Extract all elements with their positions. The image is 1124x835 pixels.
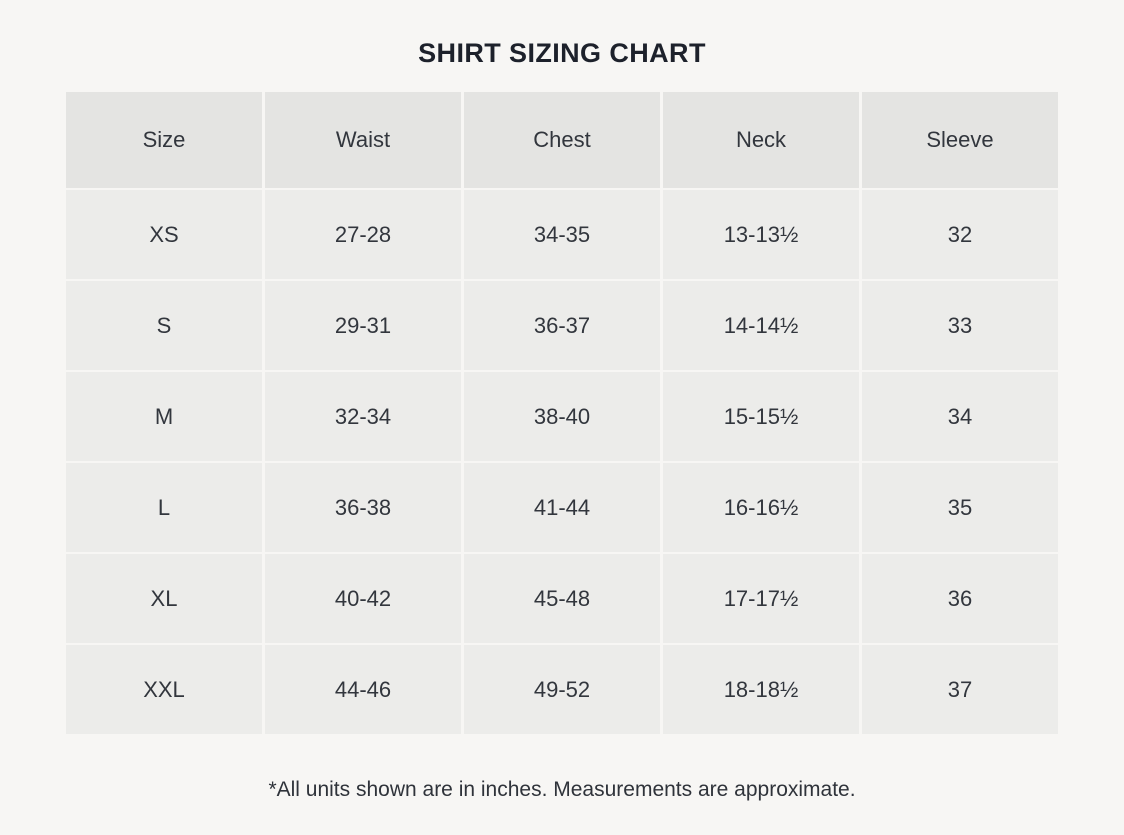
- value-cell: 36: [862, 554, 1058, 643]
- column-header: Sleeve: [862, 92, 1058, 188]
- value-cell: 38-40: [464, 372, 660, 461]
- shirt-sizing-table: [66, 92, 1058, 734]
- page-title: SHIRT SIZING CHART: [418, 38, 706, 68]
- value-cell: 17-17½: [663, 554, 859, 643]
- value-cell: 45-48: [464, 554, 660, 643]
- value-cell: 49-52: [464, 645, 660, 734]
- value-cell: 18-18½: [663, 645, 859, 734]
- value-cell: 36-37: [464, 281, 660, 370]
- value-cell: 41-44: [464, 463, 660, 552]
- size-cell: XL: [66, 554, 262, 643]
- value-cell: 37: [862, 645, 1058, 734]
- size-cell: XXL: [66, 645, 262, 734]
- footnote: *All units shown are in inches. Measurements are approximate.: [268, 778, 856, 801]
- value-cell: 36-38: [265, 463, 461, 552]
- value-cell: 15-15½: [663, 372, 859, 461]
- value-cell: 16-16½: [663, 463, 859, 552]
- value-cell: 32-34: [265, 372, 461, 461]
- value-cell: 27-28: [265, 190, 461, 279]
- value-cell: 32: [862, 190, 1058, 279]
- value-cell: 33: [862, 281, 1058, 370]
- size-cell: M: [66, 372, 262, 461]
- size-cell: XS: [66, 190, 262, 279]
- value-cell: 40-42: [265, 554, 461, 643]
- column-header: Neck: [663, 92, 859, 188]
- value-cell: 13-13½: [663, 190, 859, 279]
- column-header: Waist: [265, 92, 461, 188]
- value-cell: 29-31: [265, 281, 461, 370]
- value-cell: 34-35: [464, 190, 660, 279]
- column-header: Size: [66, 92, 262, 188]
- value-cell: 44-46: [265, 645, 461, 734]
- value-cell: 34: [862, 372, 1058, 461]
- value-cell: 35: [862, 463, 1058, 552]
- column-header: Chest: [464, 92, 660, 188]
- size-cell: S: [66, 281, 262, 370]
- value-cell: 14-14½: [663, 281, 859, 370]
- size-cell: L: [66, 463, 262, 552]
